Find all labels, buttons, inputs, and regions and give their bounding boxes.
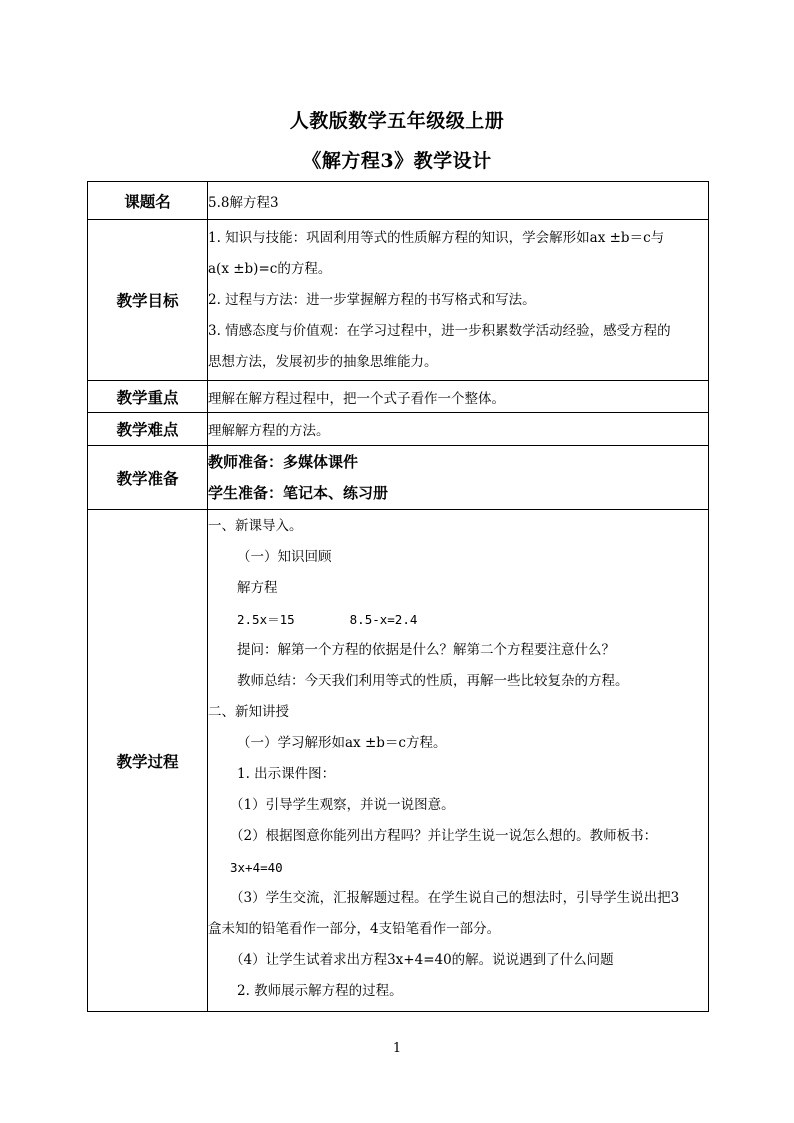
row-preparation	[88, 446, 709, 510]
process-content	[208, 510, 709, 1012]
process-step-2: 2. 教师展示解方程的过程。	[237, 983, 403, 999]
key-point-label: 教学重点	[88, 381, 208, 413]
difficulty-value: 理解解方程的方法。	[208, 413, 709, 446]
preparation-content	[208, 446, 709, 510]
process-label: 教学过程	[88, 510, 208, 1012]
equation-2: 8.5-x=2.4	[349, 612, 418, 627]
process-equations	[208, 604, 708, 635]
process-subheading-learn: （一）学习解形如ax ±b＝c方程。	[237, 735, 447, 751]
row-process	[88, 510, 709, 1012]
preparation-label: 教学准备	[88, 446, 208, 510]
process-subheading-review: （一）知识回顾	[237, 549, 332, 565]
process-section-2: 二、新知讲授	[208, 704, 289, 720]
process-step-1-4: （4）让学生试着求出方程3x+4=40的解。说说遇到了什么问题	[230, 952, 614, 968]
process-question: 提问：解第一个方程的依据是什么？解第二个方程要注意什么？	[237, 642, 615, 658]
page-number: 1	[392, 1041, 402, 1056]
process-step-1-2: （2）根据图意你能列出方程吗？并让学生说一说怎么想的。教师板书：	[230, 828, 658, 844]
goal-3-line-2: 思想方法，发展初步的抽象思维能力。	[208, 353, 438, 370]
topic-value: 5.8解方程3	[208, 182, 709, 220]
lesson-plan-table	[87, 181, 709, 1012]
document-subtitle: 《解方程3》教学设计	[302, 150, 492, 172]
student-preparation: 学生准备：笔记本、练习册	[208, 483, 389, 502]
equation-1: 2.5x＝15	[237, 612, 295, 627]
goals-label: 教学目标	[88, 220, 208, 381]
row-topic	[88, 182, 709, 220]
difficulty-label: 教学难点	[88, 413, 208, 446]
process-section-1: 一、新课导入。	[208, 518, 303, 534]
goals-content	[208, 220, 709, 381]
process-step-1-1: （1）引导学生观察，并说一说图意。	[230, 797, 455, 813]
row-goals	[88, 220, 709, 381]
process-teacher-summary: 教师总结：今天我们利用等式的性质，再解一些比较复杂的方程。	[237, 673, 629, 689]
process-step-1-3-line-2: 盒未知的铅笔看作一部分，4支铅笔看作一部分。	[208, 921, 501, 937]
teacher-preparation: 教师准备：多媒体课件	[208, 452, 359, 471]
document-title: 人教版数学五年级级上册	[289, 110, 505, 132]
goal-1-line-1: 1. 知识与技能：巩固利用等式的性质解方程的知识，学会解形如ax ±b＝c与	[208, 229, 665, 246]
process-step-1-3-line-1: （3）学生交流，汇报解题过程。在学生说自己的想法时，引导学生说出把3	[230, 890, 680, 906]
process-step-1: 1. 出示课件图：	[237, 766, 336, 782]
topic-label: 课题名	[88, 182, 208, 220]
goal-1-line-2: a(x ±b)=c的方程。	[208, 260, 332, 277]
goal-3-line-1: 3. 情感态度与价值观：在学习过程中，进一步积累数学活动经验，感受方程的	[208, 322, 671, 339]
key-point-value: 理解在解方程过程中，把一个式子看作一个整体。	[208, 381, 709, 413]
process-solve-equation: 解方程	[237, 580, 278, 596]
row-difficulty	[88, 413, 709, 446]
process-board-equation: 3x+4=40	[230, 860, 283, 875]
goal-2: 2. 过程与方法：进一步掌握解方程的书写格式和写法。	[208, 291, 536, 308]
row-key-point	[88, 381, 709, 413]
